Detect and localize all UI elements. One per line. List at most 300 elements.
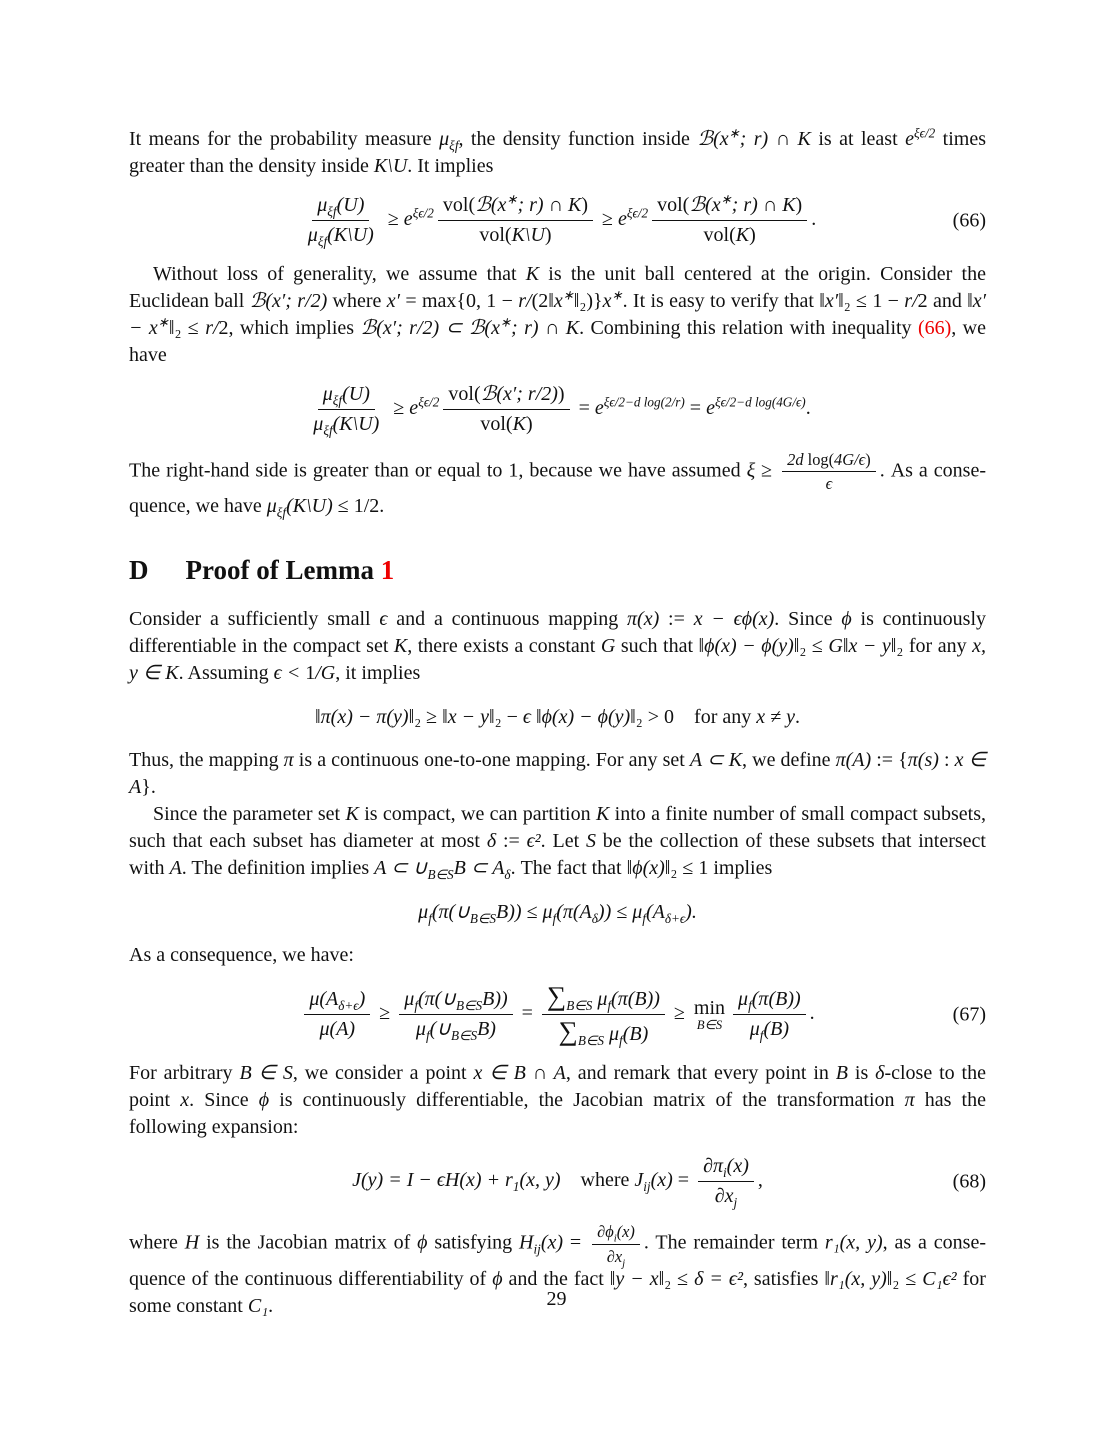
- math-token: vol(: [442, 194, 476, 216]
- math-token: x, y ∈ K: [129, 635, 987, 685]
- math-token: is a continuous one-to-one mapping. For any set: [293, 749, 690, 772]
- math-token: μ: [266, 495, 277, 518]
- math-token: ‖: [842, 635, 849, 658]
- math-token: . The definition implies: [181, 857, 375, 880]
- math-token: C₁ϵ²: [922, 1267, 957, 1290]
- math-token: ξϵ/2: [418, 394, 440, 410]
- math-token: (∪: [429, 1018, 451, 1041]
- math-token: (U): [336, 194, 365, 216]
- math-token: B: [835, 1062, 848, 1085]
- math-token: μ(A): [319, 1018, 356, 1041]
- math-token: B)): [482, 988, 508, 1011]
- math-token: A: [169, 857, 182, 880]
- math-token: ; r) ∩ K: [731, 194, 796, 216]
- math-token: ξf: [449, 138, 459, 153]
- math-token: j: [733, 1195, 738, 1211]
- display-equation-wlog: [129, 382, 986, 437]
- fraction-numerator: [542, 982, 665, 1015]
- fraction-denominator: [475, 410, 537, 437]
- math-token: is continuously differentiable, the Jacobian matrix of the transformation: [269, 1089, 905, 1112]
- math-token: ): [795, 194, 803, 216]
- math-token: f: [428, 910, 432, 926]
- math-token: ∗: [611, 287, 623, 303]
- page-number: 29: [546, 1288, 567, 1310]
- math-token: has the following expansion:: [129, 1089, 986, 1139]
- math-token: [698, 1154, 754, 1209]
- math-token: is at least: [810, 128, 906, 150]
- fraction-numerator: [698, 1154, 754, 1182]
- math-token: ξϵ/2: [626, 205, 649, 221]
- math-token: μ: [415, 1018, 426, 1041]
- math-token: μ: [738, 988, 749, 1011]
- math-token: K: [512, 413, 526, 435]
- equation-68-body: [352, 1154, 763, 1209]
- math-token: such that ‖: [615, 635, 705, 658]
- math-token: ≥: [668, 1002, 690, 1025]
- math-token: S: [585, 830, 596, 853]
- math-token: x ≠ y: [756, 705, 795, 728]
- math-token: G: [600, 635, 616, 658]
- math-token: =: [573, 397, 595, 420]
- math-token: ij: [533, 1241, 541, 1257]
- math-token: , it implies: [335, 662, 421, 685]
- math-token: ∗: [157, 314, 169, 330]
- math-token: μ: [313, 413, 324, 435]
- math-token: ξϵ/2−d log(2/r): [603, 394, 685, 410]
- math-token: δ: [504, 867, 511, 883]
- math-token: ij: [643, 1179, 651, 1195]
- math-token: [399, 987, 512, 1042]
- math-token: f: [642, 910, 646, 926]
- math-token: μ: [322, 383, 333, 405]
- math-token: e: [905, 128, 914, 150]
- math-token: =: [516, 1002, 538, 1025]
- operator-subscript: B∈S: [696, 1017, 723, 1032]
- math-token: ϵ: [522, 705, 536, 728]
- math-token: ℬ(x′; r/2): [480, 383, 558, 405]
- math-token: /G: [315, 662, 336, 685]
- math-token: ∂π: [703, 1155, 723, 1178]
- math-token: ℬ(x: [475, 194, 507, 216]
- math-token: The right-hand side is greater than or equal to 1, because we have assumed: [129, 459, 747, 482]
- math-token: G: [828, 635, 843, 658]
- fraction-numerator: [318, 382, 375, 410]
- math-token: is the unit ball centered at the origin. Consider the Euclidean ball: [129, 263, 986, 312]
- display-equation-pi: [129, 700, 986, 734]
- math-token: . Assuming: [178, 662, 274, 685]
- math-token: ∑: [546, 981, 567, 1012]
- math-token: δ+ϵ: [664, 910, 686, 926]
- math-token: ϕ(x) − ϕ(y): [541, 705, 631, 728]
- math-token: Without loss of generality, we assume that: [153, 263, 526, 285]
- math-token: ‖₂ > 0 for any: [630, 705, 757, 728]
- math-token: As a consequence, we have:: [129, 944, 354, 967]
- math-token: μ: [307, 224, 318, 246]
- math-token: x − y: [447, 705, 490, 728]
- math-token: δ: [591, 910, 598, 926]
- math-token: [308, 382, 384, 437]
- math-token: ξf: [327, 204, 337, 219]
- math-token: (K\U): [332, 413, 380, 435]
- fraction-numerator: [782, 450, 876, 472]
- equation-67-body: [300, 982, 814, 1047]
- math-token: . Since: [774, 608, 842, 631]
- math-token: x − y: [848, 635, 891, 658]
- math-token: )) ≤ μ: [597, 900, 643, 923]
- page-content: [129, 126, 986, 1320]
- math-token: ): [358, 988, 366, 1011]
- math-token: ϵ: [379, 608, 388, 631]
- math-token: B∈S: [566, 998, 593, 1014]
- math-token: ; r) ∩ K: [739, 128, 811, 150]
- math-token: . Since: [189, 1089, 259, 1112]
- math-token: x: [602, 290, 612, 312]
- equation-ref-link[interactable]: (66): [917, 317, 952, 339]
- math-token: ‖₂ −: [489, 705, 523, 728]
- math-token: [438, 193, 593, 248]
- section-label: D: [129, 555, 149, 586]
- math-token: [782, 450, 876, 493]
- math-token: K\U: [373, 155, 408, 177]
- math-token: δ+ϵ: [338, 998, 359, 1014]
- math-token: (x): [616, 1222, 635, 1242]
- math-token: . Combining this relation with inequality: [579, 317, 918, 339]
- math-token: (B): [763, 1018, 789, 1041]
- math-token: [592, 1222, 640, 1269]
- math-token: is the Jacobian matrix of: [199, 1231, 418, 1254]
- math-token: e: [403, 208, 413, 231]
- math-token: , we consider a point: [292, 1062, 474, 1085]
- math-token: ‖₂ ≤: [658, 1267, 695, 1290]
- math-token: i: [613, 1232, 617, 1245]
- math-token: J: [634, 1169, 644, 1192]
- math-token: (x): [650, 1169, 673, 1192]
- math-token: =: [563, 1231, 589, 1254]
- math-token: ; r) ∩ K: [517, 194, 582, 216]
- math-token: ϵ: [825, 474, 833, 494]
- math-token: (π(B)): [751, 988, 801, 1011]
- math-token: π: [904, 1089, 915, 1112]
- math-token: 2 and ‖: [917, 290, 973, 312]
- math-token: (π(∪: [431, 900, 470, 923]
- fraction-numerator: [733, 987, 806, 1015]
- math-token: (x, y): [519, 1169, 561, 1192]
- math-token: ): [865, 450, 871, 469]
- math-token: ‖₂ ≤: [168, 317, 206, 339]
- math-token: e: [409, 397, 419, 420]
- math-token: Thus, the mapping: [129, 749, 284, 772]
- section-heading: [129, 554, 986, 586]
- fraction-denominator: [710, 1182, 742, 1209]
- math-token: K: [345, 803, 359, 826]
- math-token: B∈S: [427, 867, 454, 883]
- math-token: μ(A: [309, 988, 339, 1011]
- math-token: μ: [604, 1023, 620, 1046]
- math-token: [542, 982, 665, 1047]
- math-token: [443, 382, 569, 437]
- math-token: ): [525, 413, 533, 435]
- math-token: vol(: [480, 413, 513, 435]
- math-token: . The remainder term: [643, 1231, 825, 1254]
- math-token: δ = ϵ²: [694, 1267, 743, 1290]
- math-token: (x): [540, 1231, 564, 1254]
- fraction-denominator: [411, 1015, 501, 1042]
- math-token: B∈S: [455, 998, 483, 1014]
- equation-mu-body: [418, 899, 697, 926]
- math-token: ‖₂ ≤ 1 −: [838, 290, 905, 312]
- math-token: It means for the probability measure: [129, 128, 440, 150]
- math-token: ℬ(x′; r/2) ⊂ ℬ(x: [360, 317, 500, 339]
- math-token: f: [425, 1028, 430, 1044]
- math-token: μ: [592, 988, 608, 1011]
- math-token: (K\U): [327, 224, 374, 246]
- math-token: (A: [645, 900, 665, 923]
- math-token: x′: [824, 290, 839, 312]
- math-token: , satisfies ‖: [742, 1267, 830, 1290]
- math-token: ξf: [317, 234, 328, 249]
- math-token: (π(A: [556, 900, 592, 923]
- math-token: , as a consequence of the continuous differentiability of: [129, 1231, 987, 1290]
- math-token: := {: [871, 749, 908, 772]
- math-token: [303, 193, 379, 248]
- fraction-denominator: [474, 221, 556, 248]
- fraction-denominator: [315, 1015, 361, 1042]
- math-token: (K\U): [286, 495, 333, 518]
- math-token: ∂x: [714, 1185, 734, 1208]
- math-token: ,: [757, 1169, 763, 1192]
- paragraph-partition: [129, 801, 986, 882]
- math-token: f: [759, 1028, 764, 1044]
- math-token: , and remark that every point in: [565, 1062, 836, 1085]
- math-token: = max{0, 1 −: [400, 290, 519, 312]
- math-token: x − ϵϕ(x): [693, 608, 775, 631]
- math-token: vol(: [479, 224, 512, 246]
- math-token: μ: [317, 194, 328, 216]
- math-token: x′ − x: [129, 290, 987, 339]
- math-token: , we define: [742, 749, 836, 772]
- math-token: ∗: [562, 287, 574, 303]
- math-token: .: [811, 208, 817, 231]
- math-token: H: [184, 1231, 200, 1254]
- math-token: Since the parameter set: [153, 803, 346, 826]
- math-token: ϕ: [258, 1089, 270, 1112]
- math-token: ): [557, 383, 565, 405]
- math-token: .: [809, 1002, 815, 1025]
- math-token: B∈S: [577, 1033, 604, 1049]
- math-token: ‖₂)}: [573, 290, 603, 312]
- fraction-numerator: [443, 382, 569, 410]
- math-token: δ: [875, 1062, 885, 1085]
- math-token: B ⊂ A: [453, 857, 505, 880]
- math-token: K: [393, 635, 408, 658]
- math-token: K: [735, 224, 750, 246]
- math-token: [694, 998, 725, 1032]
- math-token: .: [268, 1294, 274, 1317]
- fraction-numerator: [438, 193, 593, 221]
- lemma-ref-link[interactable]: 1: [380, 555, 395, 586]
- math-token: ξf: [276, 505, 287, 521]
- math-token: (B): [622, 1023, 649, 1046]
- math-token: . Let: [540, 830, 586, 853]
- math-token: ∂ϕ: [597, 1222, 614, 1242]
- math-token: H: [519, 1231, 534, 1254]
- math-token: ∂x: [606, 1246, 623, 1266]
- math-token: B∈S: [450, 1028, 478, 1044]
- math-token: ξf: [323, 423, 333, 438]
- math-token: B): [477, 1018, 496, 1041]
- operator-name: min: [693, 996, 726, 1019]
- math-token: ): [749, 224, 756, 246]
- display-equation-67: [129, 982, 986, 1047]
- math-token: , we have: [129, 317, 986, 366]
- math-token: 1: [512, 1179, 520, 1195]
- math-token: ‖₂ ≤: [886, 1267, 923, 1290]
- math-token: r/: [205, 317, 219, 339]
- math-token: . It implies: [407, 155, 494, 177]
- math-token: f: [607, 998, 612, 1014]
- math-token: ∗: [728, 125, 740, 141]
- math-token: y − x: [615, 1267, 659, 1290]
- math-token: ξ: [746, 459, 756, 482]
- math-token: , the density function inside: [458, 128, 698, 150]
- math-token: ≤ 1/2.: [332, 495, 385, 518]
- math-token: ϕ(x): [632, 857, 665, 880]
- math-token: ϕ: [841, 608, 852, 631]
- math-token: 4G/ϵ: [834, 450, 866, 469]
- math-token: B)) ≤ μ: [495, 900, 553, 923]
- math-token: is: [848, 1062, 876, 1085]
- math-token: ξϵ/2: [412, 205, 434, 221]
- math-token: is continuously differentiable in the compact set: [129, 608, 987, 658]
- math-token: ξϵ/2: [913, 125, 936, 141]
- equation-number-67: (67): [952, 1003, 986, 1026]
- math-token: ‖₂ for any: [890, 635, 973, 658]
- math-token: K: [595, 803, 610, 826]
- paragraph-rhs: [129, 450, 986, 520]
- math-token: =: [672, 1169, 695, 1192]
- fraction-denominator: [821, 472, 838, 493]
- math-token: ≥: [382, 208, 404, 231]
- math-token: ∗: [506, 191, 518, 207]
- math-token: B ∈ S: [239, 1062, 293, 1085]
- math-token: μ: [418, 900, 429, 923]
- math-token: =: [684, 397, 707, 420]
- math-token: x: [553, 290, 563, 312]
- math-token: is compact, we can partition: [358, 803, 596, 826]
- equation-66-body: [299, 193, 816, 248]
- math-token: f: [748, 998, 752, 1014]
- math-token: and a continuous mapping: [387, 608, 628, 631]
- equation-number-68: (68): [952, 1170, 986, 1193]
- math-token: ‖₂ ≤ 1 implies: [664, 857, 773, 880]
- math-token: For arbitrary: [129, 1062, 240, 1085]
- math-token: ‖₂ ≤: [793, 635, 829, 658]
- math-token: f: [552, 910, 557, 926]
- math-token: ℬ(x: [689, 194, 721, 216]
- math-token: ξϵ/2−d log(4G/ϵ): [714, 394, 806, 410]
- math-token: where: [327, 290, 387, 312]
- math-token: ; r) ∩ K: [511, 317, 580, 339]
- math-token: (2‖: [531, 290, 554, 312]
- math-token: ϕ: [417, 1231, 428, 1254]
- math-token: }.: [141, 776, 156, 799]
- fraction-numerator: [312, 193, 369, 221]
- math-token: f: [619, 1033, 623, 1049]
- math-token: ): [544, 224, 552, 246]
- math-token: μ: [404, 988, 415, 1011]
- fraction-denominator: [745, 1015, 794, 1042]
- math-token: π(x): [627, 608, 660, 631]
- math-token: :=: [496, 830, 527, 853]
- math-token: [733, 987, 806, 1042]
- equation-number-66: (66): [952, 209, 986, 231]
- math-token: μ: [749, 1018, 760, 1041]
- math-token: B∈S: [469, 910, 496, 926]
- math-token: and the fact ‖: [502, 1267, 616, 1290]
- math-token: C₁: [247, 1294, 269, 1317]
- math-token: (U): [342, 383, 370, 405]
- math-token: ϵ <: [273, 662, 301, 685]
- fraction-denominator: [554, 1015, 654, 1047]
- math-token: J(y) = I − ϵH(x) + r: [352, 1169, 513, 1192]
- fraction-denominator: [602, 1245, 630, 1269]
- math-token: x′: [386, 290, 401, 312]
- math-token: vol(: [448, 383, 481, 405]
- math-token: e: [594, 397, 604, 420]
- math-token: π(A): [835, 749, 872, 772]
- fraction-denominator: [308, 410, 384, 437]
- math-token: into a finite number of small compact subsets, such that each subset has diameter at most: [129, 803, 986, 853]
- paragraph-mu-density: [129, 126, 986, 180]
- math-token: -close to the point: [129, 1062, 986, 1112]
- math-token: r₁(x, y): [824, 1231, 883, 1254]
- math-token: π(x) − π(y): [320, 705, 409, 728]
- math-token: , there exists a constant: [407, 635, 601, 658]
- math-token: ≥: [388, 397, 410, 420]
- math-token: log(: [807, 450, 835, 469]
- math-token: . It is easy to verify that ‖: [622, 290, 825, 312]
- math-token: μ: [439, 128, 450, 150]
- display-equation-mu: [129, 895, 986, 929]
- fraction-denominator: [699, 221, 761, 248]
- math-token: where: [560, 1169, 635, 1192]
- fraction-denominator: [303, 221, 379, 248]
- math-token: vol(: [657, 194, 690, 216]
- math-token: π: [283, 749, 294, 772]
- paragraph-wlog: [129, 261, 986, 369]
- math-token: :=: [659, 608, 694, 631]
- math-token: A ⊂ K: [689, 749, 743, 772]
- math-token: ∑: [558, 1016, 578, 1047]
- math-token: f: [414, 998, 418, 1014]
- math-token: [652, 193, 807, 248]
- math-token: ): [581, 194, 589, 216]
- math-token: ∗: [499, 314, 512, 330]
- paragraph-thus-mapping: [129, 747, 986, 801]
- math-token: [304, 987, 370, 1042]
- math-token: ϕ: [492, 1267, 503, 1290]
- paragraph-consequence: [129, 942, 986, 969]
- math-token: ϵ²: [526, 830, 541, 853]
- math-token: ‖: [315, 705, 321, 728]
- equation-pi-body: [315, 704, 800, 731]
- math-token: Consider a sufficiently small: [129, 608, 380, 631]
- math-token: j: [622, 1256, 626, 1269]
- math-token: for some constant: [129, 1267, 986, 1317]
- paragraph-arbitrary-b: [129, 1060, 986, 1141]
- math-token: ℬ(x: [697, 128, 729, 150]
- paragraph-consider-epsilon: [129, 606, 986, 687]
